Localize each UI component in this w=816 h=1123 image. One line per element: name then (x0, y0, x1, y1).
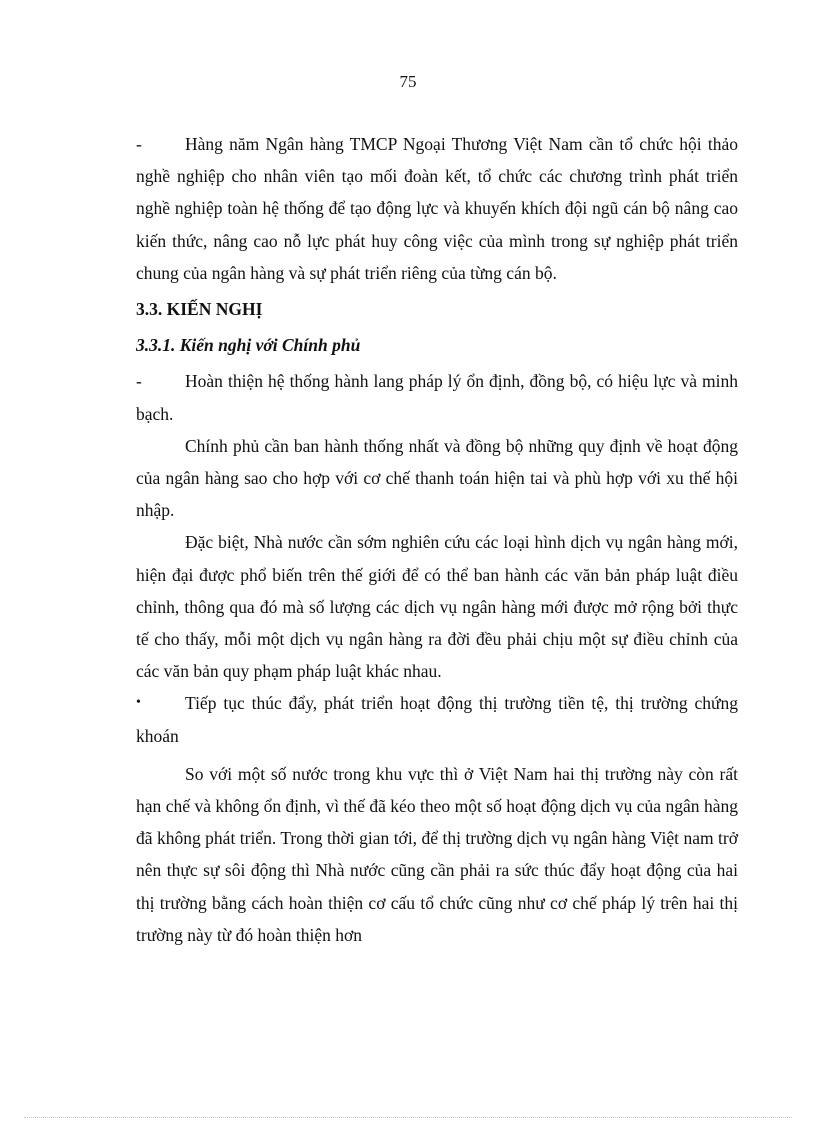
page-number: 75 (399, 72, 417, 91)
dash-marker: - (136, 134, 142, 154)
section-heading: 3.3. KIẾN NGHỊ (136, 299, 263, 320)
dash-marker: - (136, 371, 142, 392)
list-item-text: Hoàn thiện hệ thống hành lang pháp lý ổn định, đồng bộ, có hiệu lực và minh bạch. (136, 371, 738, 424)
list-item-text: Hàng năm Ngân hàng TMCP Ngoại Thương Việt Nam cần tổ chức hội thảo nghề nghiệp cho nhân viên tạo mối đoàn kết, tổ chức các chương trình phát triển nghề nghiệp toàn hệ thống để tạo động lực và khuyến khích đội ngũ cán bộ nâng cao kiến thức, nâng cao nỗ lực phát huy công việc của mình trong sự nghiệp phát triển chung của ngân hàng và sự phát triển riêng của từng cán bộ. (136, 134, 738, 283)
body-paragraph: Chính phủ cần ban hành thống nhất và đồng bộ những quy định về hoạt động của ngân hàng sao cho hợp với cơ chế thanh toán hiện tai và phù hợp với xu thế hội nhập. (136, 435, 738, 521)
bullet-marker: • (136, 695, 141, 711)
dash-list-item (136, 128, 738, 289)
body-paragraph: So với một số nước trong khu vực thì ở Việt Nam hai thị trường này còn rất hạn chế và không ổn định, vì thế đã kéo theo một số hoạt động dịch vụ của ngân hàng đã không phát triển. Trong thời gian tới, để thị trường dịch vụ ngân hàng Việt nam trở nên thực sự sôi động thì Nhà nước cũng cần phải ra sức thúc đẩy hoạt động của hai thị trường bằng cách hoàn thiện cơ cấu tổ chức cũng như cơ chế pháp lý trên hai thị trường này từ đó hoàn thiện hơn (136, 763, 738, 945)
list-item-text: Tiếp tục thúc đẩy, phát triển hoạt động thị trường tiền tệ, thị trường chứng khoán (136, 693, 738, 746)
dash-list-item (136, 365, 738, 429)
bullet-list-item (136, 687, 738, 751)
subsection-heading: 3.3.1. Kiến nghị với Chính phủ (136, 335, 361, 356)
document-body (136, 128, 738, 951)
page-bottom-divider (24, 1117, 792, 1118)
body-paragraph: Đặc biệt, Nhà nước cần sớm nghiên cứu các loại hình dịch vụ ngân hàng mới, hiện đại được phổ biến trên thế giới để có thể ban hành các văn bản pháp luật điều chỉnh, thông qua đó mà số lượng các dịch vụ ngân hàng mới được mở rộng bởi thực tế cho thấy, mỗi một dịch vụ ngân hàng ra đời đều phải chịu một sự điều chỉnh của các văn bản quy phạm pháp luật khác nhau. (136, 532, 738, 682)
